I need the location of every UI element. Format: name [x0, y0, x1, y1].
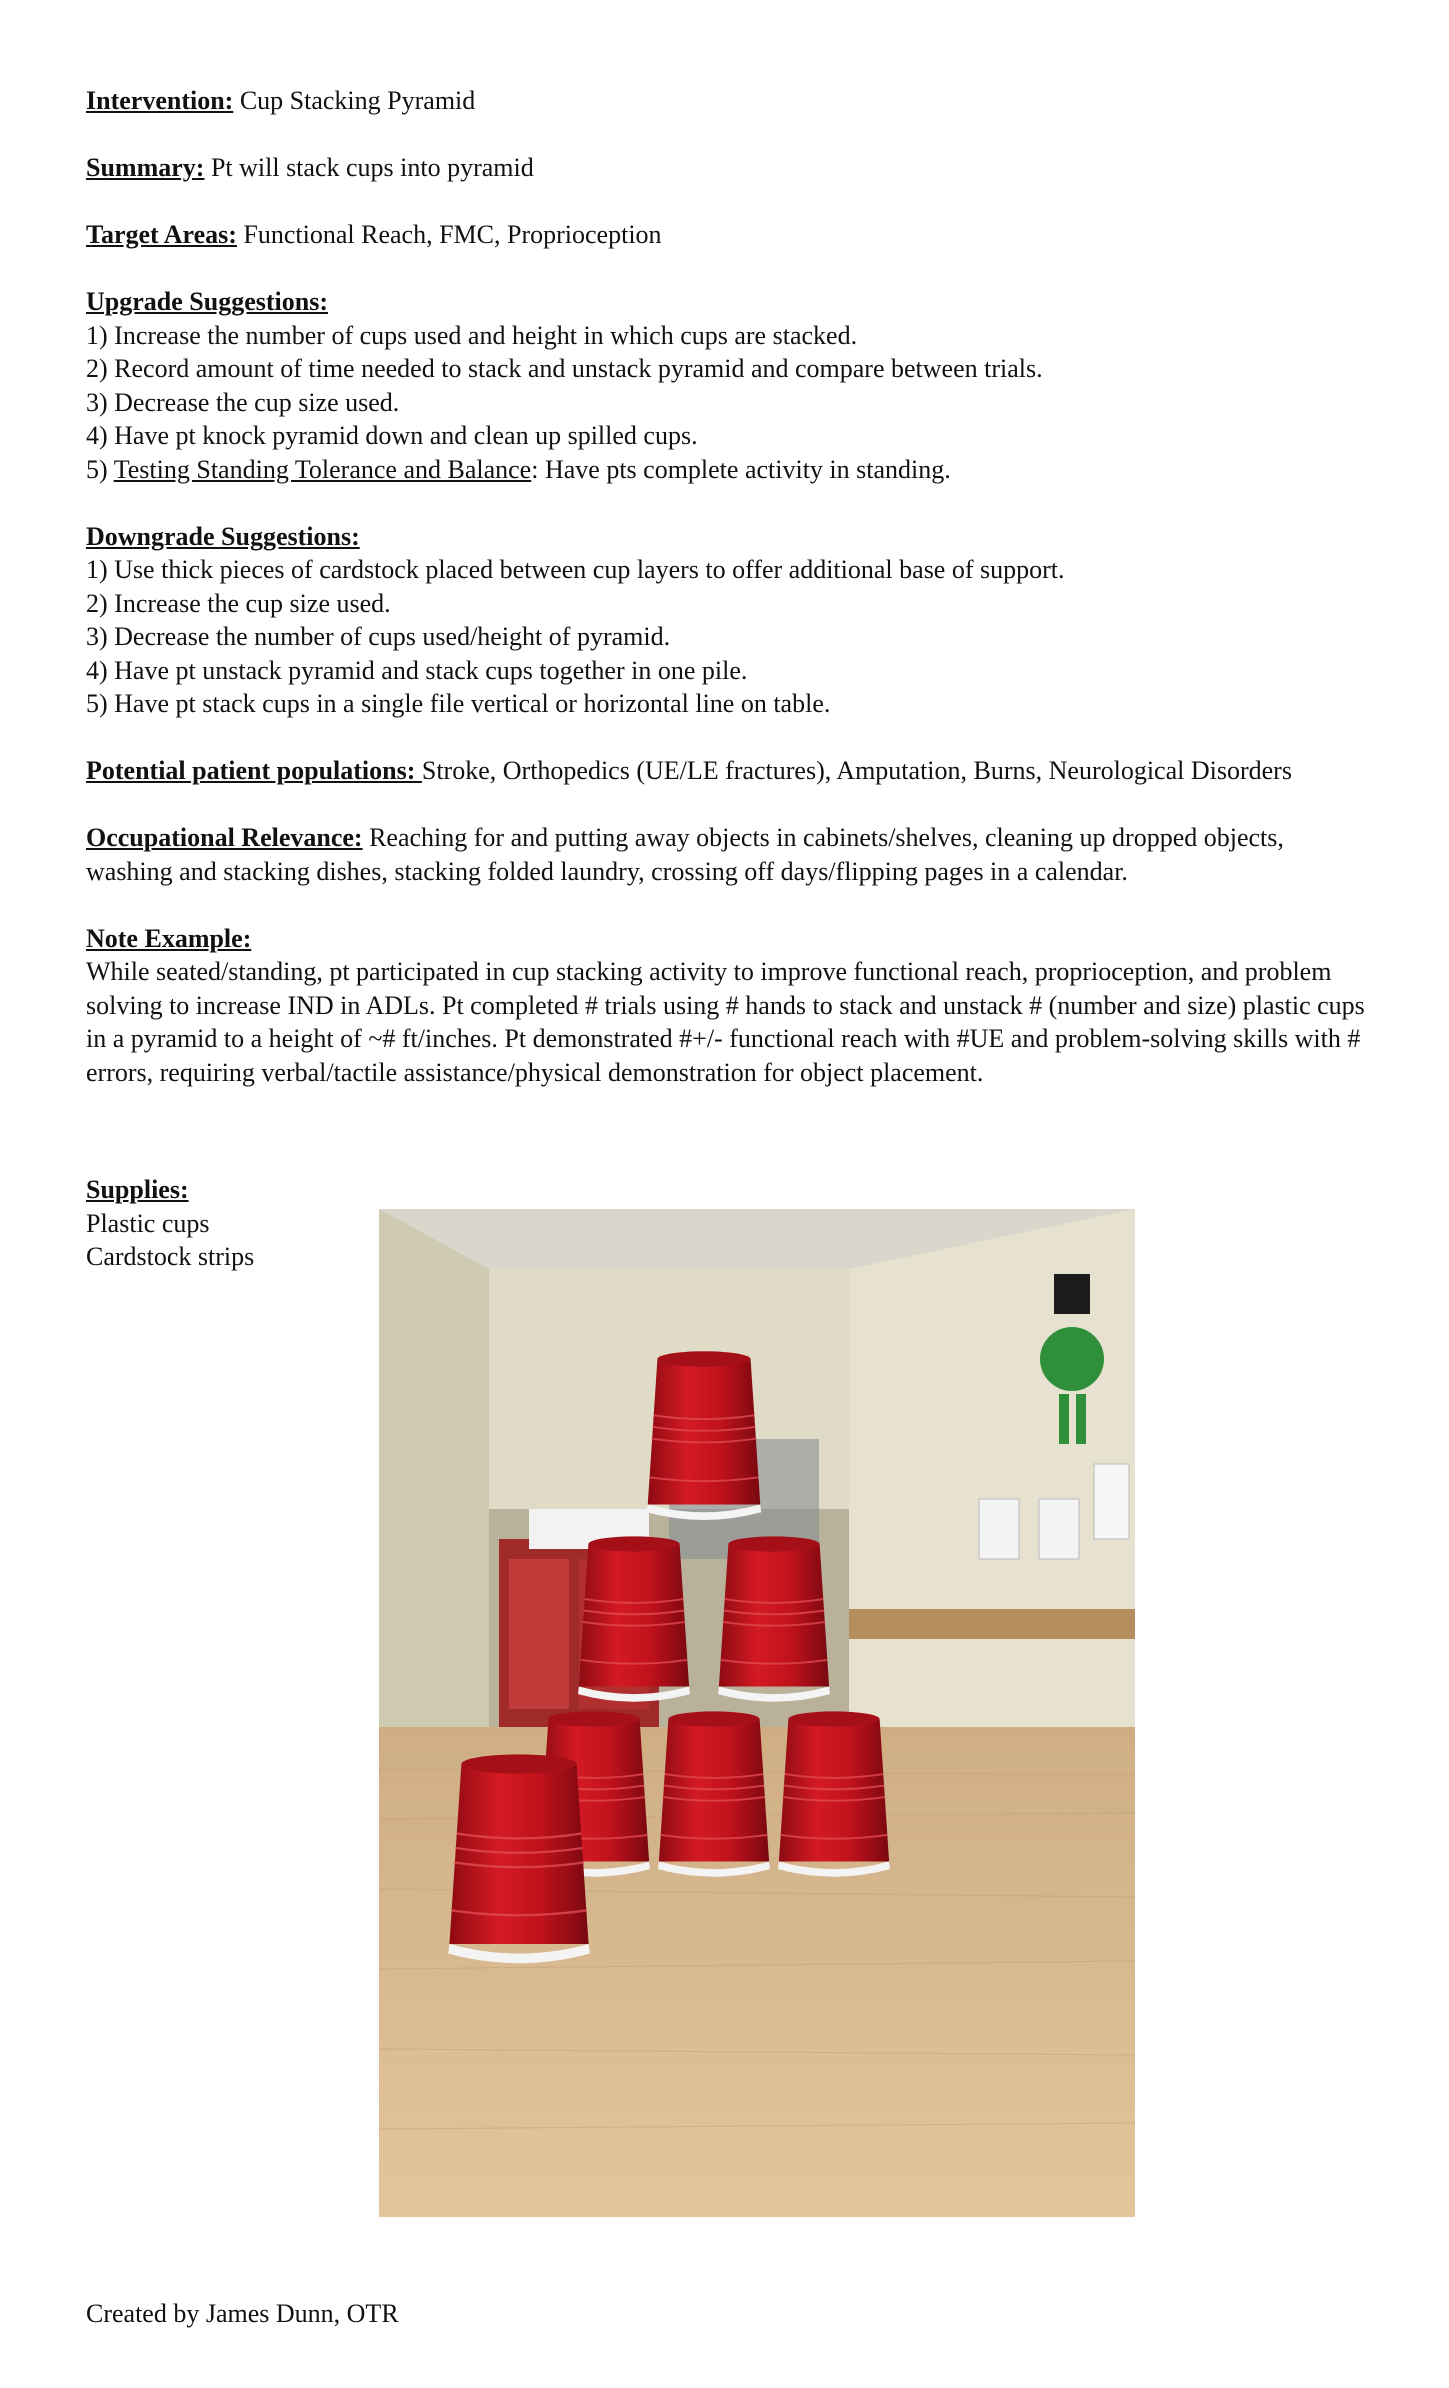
downgrade-item: 2) Increase the cup size used.	[86, 588, 391, 618]
downgrade-item: 1) Use thick pieces of cardstock placed between cup layers to offer additional base of support.	[86, 555, 1065, 584]
supply-item: Cardstock strips	[86, 1242, 255, 1271]
supplies-heading: Supplies:	[86, 1175, 189, 1204]
footer-credit: Created by James Dunn, OTR	[86, 2299, 399, 2328]
target-areas-value: Functional Reach, FMC, Proprioception	[243, 220, 662, 249]
upgrade-item: 1) Increase the number of cups used and height in which cups are stacked.	[86, 320, 858, 350]
populations-paragraph	[86, 754, 1376, 788]
upgrade-item: 4) Have pt knock pyramid down and clean up spilled cups.	[86, 421, 698, 450]
cup-pyramid-photo	[379, 1209, 1135, 2217]
downgrade-item: 3) Decrease the number of cups used/height of pyramid.	[86, 622, 671, 651]
intervention-line	[86, 84, 1376, 118]
upgrade-heading: Upgrade Suggestions:	[86, 287, 328, 316]
target-areas-line	[86, 218, 1376, 252]
intervention-label: Intervention:	[86, 86, 234, 115]
relevance-label: Occupational Relevance:	[86, 823, 363, 852]
populations-value: Stroke, Orthopedics (UE/LE fractures), Amputation, Burns, Neurological Disorders	[421, 756, 1292, 785]
upgrade-item-5	[86, 453, 1376, 487]
downgrade-heading: Downgrade Suggestions:	[86, 521, 360, 551]
upgrade-item: 3) Decrease the cup size used.	[86, 387, 400, 417]
supplies-section	[86, 1173, 254, 1274]
summary-value: Pt will stack cups into pyramid	[210, 153, 534, 182]
note-section	[86, 922, 1376, 1090]
relevance-value: Reaching for and putting away objects in cabinets/shelves, cleaning up dropped objects, washing and stacking dishes, stacking folded laundry, crossing off days/flipping pages in a calendar.	[86, 823, 1284, 886]
downgrade-section	[86, 520, 1376, 721]
document-body	[86, 84, 1376, 1123]
note-text: While seated/standing, pt participated in cup stacking activity to improve functional reach, proprioception, and problem solving to increase IND in ADLs. Pt completed # trials using # hands to stack and unstack # (number and size) plastic cups in a pyramid to a height of ~# ft/inches. Pt demonstrated #+/- functional reach with #UE and problem-solving skills with # errors, requiring verbal/tactile assistance/physical demonstration for object placement.	[86, 957, 1365, 1087]
summary-label: Summary:	[86, 153, 205, 182]
standing-tolerance-link: Testing Standing Tolerance and Balance	[113, 454, 532, 484]
downgrade-item: 4) Have pt unstack pyramid and stack cups together in one pile.	[86, 655, 748, 685]
summary-line	[86, 151, 1376, 185]
upgrade-section	[86, 285, 1376, 486]
intervention-value: Cup Stacking Pyramid	[239, 86, 476, 115]
target-areas-label: Target Areas:	[86, 220, 237, 249]
downgrade-item: 5) Have pt stack cups in a single file vertical or horizontal line on table.	[86, 689, 831, 718]
populations-label: Potential patient populations:	[86, 756, 422, 785]
upgrade-item-5-rest: : Have pts complete activity in standing.	[531, 454, 951, 484]
note-heading: Note Example:	[86, 923, 252, 953]
supply-item: Plastic cups	[86, 1208, 210, 1238]
upgrade-item: 2) Record amount of time needed to stack and unstack pyramid and compare between trials.	[86, 354, 1043, 383]
relevance-paragraph	[86, 821, 1376, 888]
upgrade-item-5-prefix: 5)	[86, 454, 114, 484]
